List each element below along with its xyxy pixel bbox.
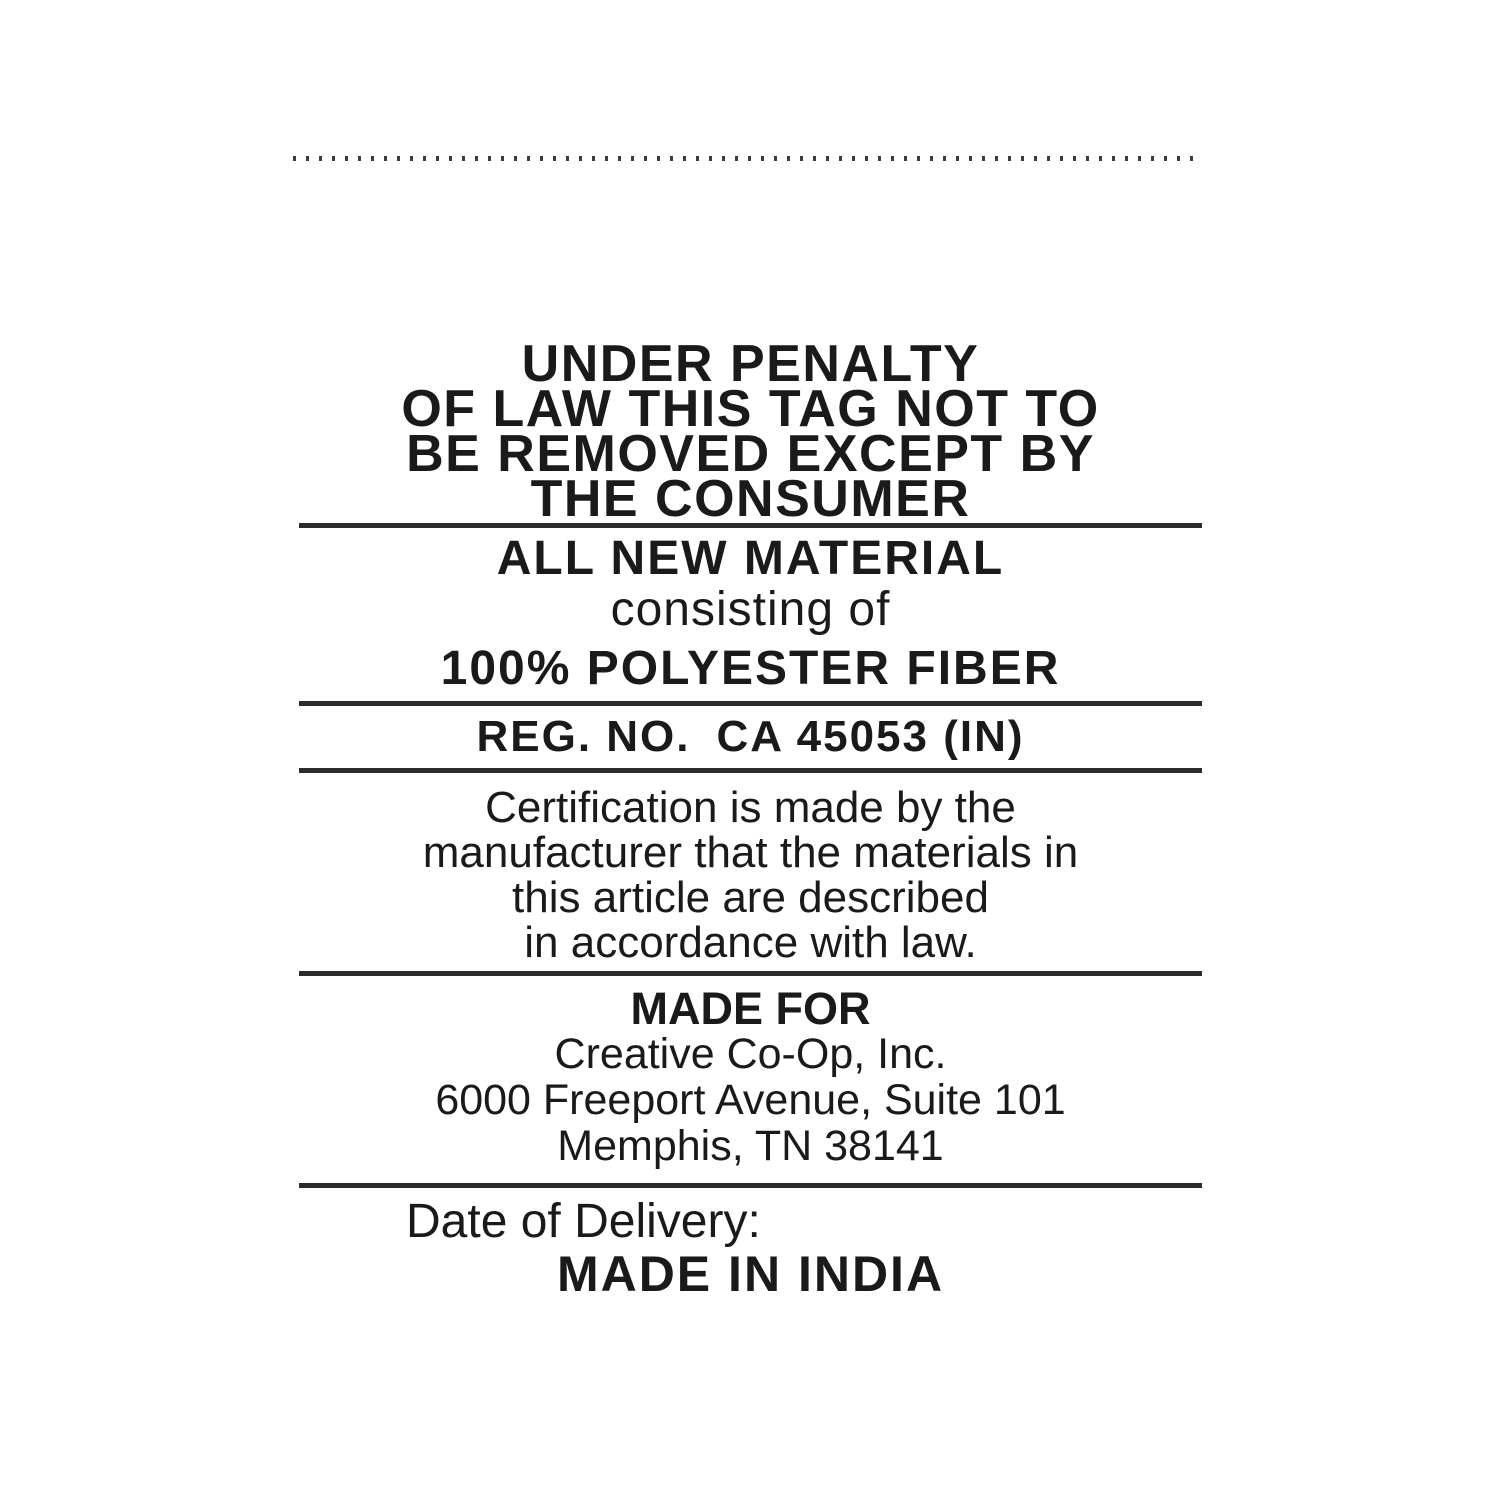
penalty-heading-line-2: OF LAW THIS TAG NOT TO xyxy=(401,380,1100,438)
law-label-tag xyxy=(299,0,1202,1300)
registration-line xyxy=(299,714,1202,759)
material-content: 100% POLYESTER FIBER xyxy=(440,642,1061,695)
made-in-origin: MADE IN INDIA xyxy=(556,1246,945,1302)
certification-line-3: this article are described xyxy=(512,873,989,922)
penalty-heading-line-1: UNDER PENALTY xyxy=(521,335,980,393)
registration-section xyxy=(299,706,1202,773)
penalty-heading-line-4: THE CONSUMER xyxy=(530,470,971,528)
certification-line-2: manufacturer that the materials in xyxy=(422,828,1079,877)
material-title: ALL NEW MATERIAL xyxy=(496,532,1005,585)
certification-section xyxy=(299,773,1202,976)
company-city-state-zip: Memphis, TN 38141 xyxy=(557,1122,944,1170)
material-section xyxy=(299,528,1202,706)
company-address: 6000 Freeport Avenue, Suite 101 xyxy=(435,1076,1066,1124)
delivery-origin-section xyxy=(299,1188,1202,1300)
material-subtitle: consisting of xyxy=(610,583,891,636)
company-name: Creative Co-Op, Inc. xyxy=(554,1030,947,1078)
registration-label: REG. NO. xyxy=(476,712,691,761)
made-for-section xyxy=(299,976,1202,1188)
certification-line-4: in accordance with law. xyxy=(524,918,977,967)
registration-number: CA 45053 (IN) xyxy=(716,712,1025,761)
penalty-heading-section xyxy=(299,161,1202,528)
certification-line-1: Certification is made by the xyxy=(485,783,1016,832)
made-for-title: MADE FOR xyxy=(630,983,871,1034)
penalty-heading-line-3: BE REMOVED EXCEPT BY xyxy=(406,425,1095,483)
date-of-delivery-label: Date of Delivery: xyxy=(406,1195,761,1248)
